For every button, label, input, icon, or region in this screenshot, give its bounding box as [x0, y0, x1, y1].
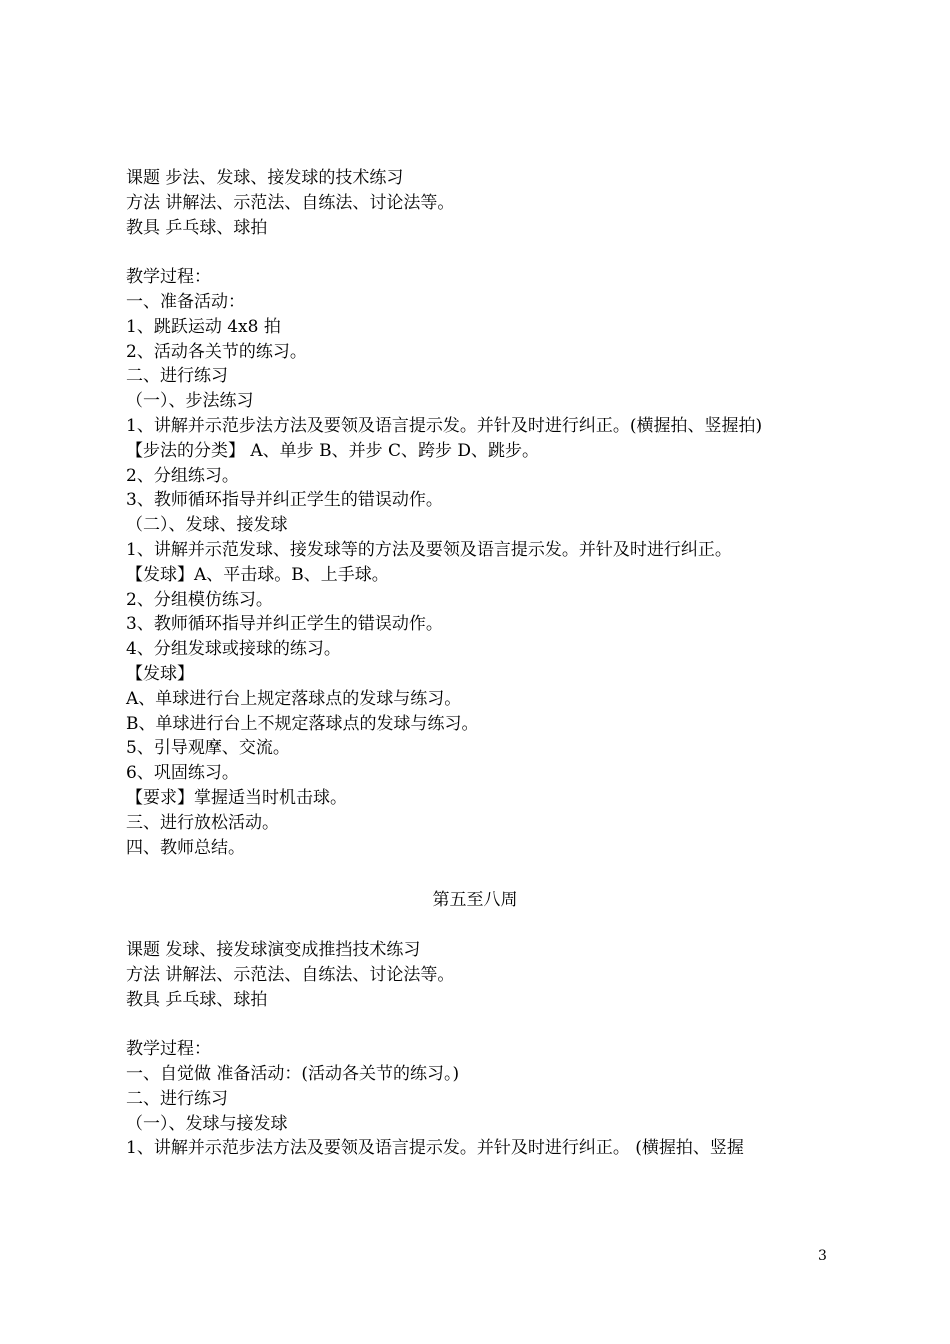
- text-line: 4、分组发球或接球的练习。: [126, 639, 341, 660]
- text-line: 【发球】A、平击球。B、上手球。: [126, 564, 389, 585]
- text-line: 2、分组模仿练习。: [126, 589, 273, 610]
- text-line: 1、讲解并示范步法方法及要领及语言提示发。并针及时进行纠正。(横握拍、竖握拍): [126, 416, 763, 436]
- text-line: B、单球进行台上不规定落球点的发球与练习。: [126, 713, 479, 734]
- text-line: 二、进行练习: [126, 1088, 228, 1109]
- text-line: 一、自觉做 准备活动：(活动各关节的练习。): [126, 1064, 460, 1084]
- text-line: 5、引导观摩、交流。: [126, 738, 290, 759]
- text-line: 3、教师循环指导并纠正学生的错误动作。: [126, 614, 443, 635]
- text-line: 课题 发球、接发球演变成推挡技术练习: [126, 940, 421, 960]
- text-line: 教具 乒乓球、球拍: [126, 217, 268, 238]
- text-line: （一）、步法练习: [126, 391, 254, 412]
- text-line: 二、进行练习: [126, 366, 228, 387]
- text-line: 课题 步法、发球、接发球的技术练习: [126, 168, 404, 188]
- text-line: 三、进行放松活动。: [126, 812, 279, 833]
- text-line: 6、巩固练习。: [126, 763, 239, 784]
- text-line: 教具 乒乓球、球拍: [126, 989, 268, 1010]
- text-line: A、单球进行台上规定落球点的发球与练习。: [126, 688, 462, 709]
- text-line: （二）、发球、接发球: [126, 515, 288, 536]
- text-line: 教学过程：: [126, 267, 211, 288]
- text-line: 【要求】掌握适当时机击球。: [126, 788, 347, 808]
- text-line: 方法 讲解法、示范法、自练法、讨论法等。: [126, 964, 455, 985]
- text-line: 3、教师循环指导并纠正学生的错误动作。: [126, 490, 443, 511]
- text-line: 1、讲解并示范步法方法及要领及语言提示发。并针及时进行纠正。 (横握拍、竖握: [126, 1138, 744, 1159]
- text-line: （一）、发球与接发球: [126, 1113, 288, 1134]
- text-line: 【发球】: [126, 664, 194, 684]
- text-line: 2、分组练习。: [126, 465, 239, 486]
- text-line: 一、准备活动：: [126, 292, 245, 312]
- text-line: 【步法的分类】 A、单步 B、并步 C、跨步 D、跳步。: [126, 440, 540, 461]
- text-line: 1、跳跃运动 4x8 拍: [126, 316, 281, 337]
- page-number: 3: [818, 1248, 827, 1264]
- text-line: 2、活动各关节的练习。: [126, 341, 307, 362]
- text-line: 教学过程：: [126, 1039, 211, 1060]
- text-line: 方法 讲解法、示范法、自练法、讨论法等。: [126, 192, 455, 213]
- text-line: 四、教师总结。: [126, 837, 245, 858]
- text-line: 1、讲解并示范发球、接发球等的方法及要领及语言提示发。并针及时进行纠正。: [126, 540, 732, 560]
- week-heading: 第五至八周: [432, 890, 518, 910]
